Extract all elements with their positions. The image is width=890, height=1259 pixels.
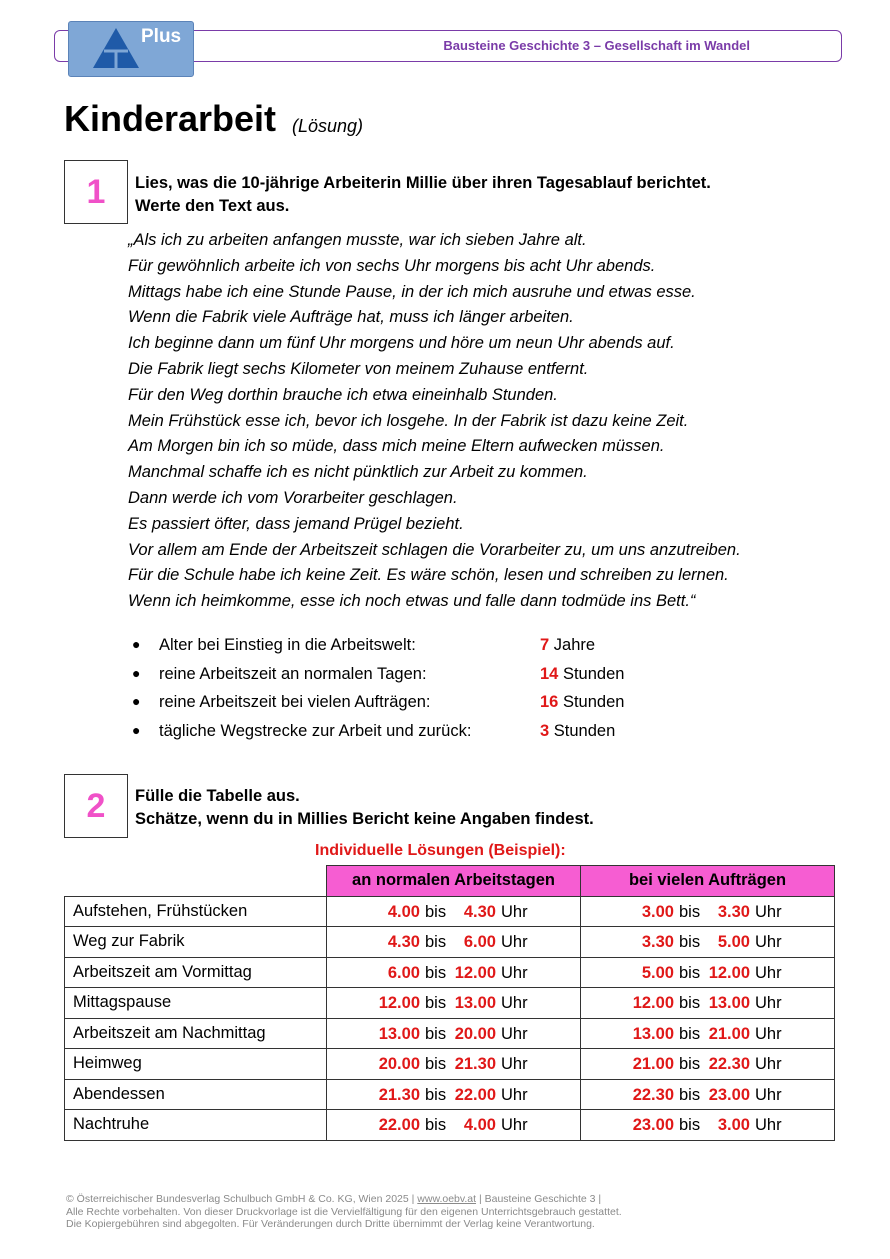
task-2-instruction-line: Schätze, wenn du in Millies Bericht keine Angaben findest. [135,810,594,828]
uhr-label: Uhr [501,963,528,982]
footer [66,1193,622,1231]
uhr-label: Uhr [755,994,782,1012]
bis-label: bis [679,994,701,1012]
uhr-label: Uhr [755,1055,782,1073]
bis-label: bis [425,1055,447,1073]
time-range-busy [581,1018,835,1049]
fact-unit: Stunden [553,721,616,740]
activity-label: Mittagspause [65,988,327,1019]
fact-number: 3 [540,721,550,740]
task-1-number: 1 [64,160,128,224]
activity-label: Nachtruhe [65,1110,327,1141]
quote-line: Mein Frühstück esse ich, bevor ich losgehe. In der Fabrik ist dazu keine Zeit. [128,411,689,430]
start-time: 12.00 [378,994,420,1012]
task-2-instruction-line: Fülle die Tabelle aus. [135,787,300,805]
task-1-instruction [135,172,711,218]
bis-label: bis [425,1085,447,1104]
bis-label: bis [679,933,701,951]
end-time: 22.00 [454,1085,496,1104]
start-time: 13.00 [632,1024,674,1043]
bullet-icon: ● [132,721,141,738]
fact-value [540,665,624,684]
end-time: 21.30 [454,1055,496,1073]
column-header-normal: an normalen Arbeitstagen [327,866,581,897]
fact-unit: Stunden [562,693,625,711]
end-time: 3.30 [717,902,750,921]
millie-quote [128,228,741,615]
start-time: 22.30 [632,1085,674,1104]
time-range-normal [327,927,581,958]
uhr-label: Uhr [755,1116,782,1134]
task-2-instruction [135,785,594,831]
start-time: 21.00 [632,1055,674,1073]
task-1-instruction-line: Lies, was die 10-jährige Arbeiterin Millie über ihren Tagesablauf berichtet. [135,174,711,192]
start-time: 21.30 [378,1085,420,1104]
end-time: 3.00 [717,1116,750,1134]
start-time: 4.00 [387,902,420,921]
task-1-instruction-line: Werte den Text aus. [135,197,290,215]
bis-label: bis [679,963,701,982]
end-time: 21.00 [708,1024,750,1043]
activity-label: Weg zur Fabrik [65,927,327,958]
end-time: 12.00 [708,963,750,982]
uhr-label: Uhr [755,933,782,951]
start-time: 6.00 [387,963,420,982]
end-time: 12.00 [454,963,496,982]
page-title: Kinderarbeit [64,98,277,139]
bullet-icon: ● [132,693,141,709]
fact-unit: Stunden [562,664,625,683]
quote-line: Für die Schule habe ich keine Zeit. Es wäre schön, lesen und schreiben zu lernen. [128,566,729,585]
bis-label: bis [425,994,447,1012]
end-time: 4.30 [463,902,496,921]
start-time: 5.00 [641,963,674,982]
fact-value [540,693,624,712]
bis-label: bis [425,902,447,921]
time-range-busy [581,896,835,927]
header-title: Bausteine Geschichte 3 – Gesellschaft im Wandel [443,38,750,53]
end-time: 5.00 [717,933,750,951]
time-range-normal [327,1049,581,1080]
quote-line: Vor allem am Ende der Arbeitszeit schlagen die Vorarbeiter zu, um uns anzutreiben. [128,540,741,559]
uhr-label: Uhr [501,1024,528,1043]
time-range-normal [327,1018,581,1049]
table-row [65,1018,835,1049]
quote-line: Für gewöhnlich arbeite ich von sechs Uhr morgens bis acht Uhr abends. [128,256,656,275]
publisher-link[interactable]: www.oebv.at [417,1193,477,1205]
table-row [65,1079,835,1110]
bis-label: bis [679,1024,701,1043]
table-row [65,988,835,1019]
bis-label: bis [679,902,701,921]
time-range-normal [327,1079,581,1110]
end-time: 13.00 [708,994,750,1012]
quote-line: Für den Weg dorthin brauche ich etwa eineinhalb Stunden. [128,385,558,404]
uhr-label: Uhr [755,1024,782,1043]
time-range-busy [581,1079,835,1110]
logo-text: Plus [141,26,182,47]
time-range-normal [327,988,581,1019]
activity-label: Aufstehen, Frühstücken [65,896,327,927]
daily-schedule-table [64,865,835,1141]
uhr-label: Uhr [501,933,528,951]
time-range-normal [327,1110,581,1141]
bis-label: bis [679,1085,701,1104]
end-time: 23.00 [708,1085,750,1104]
time-range-busy [581,927,835,958]
table-heading: Individuelle Lösungen (Beispiel): [315,842,566,859]
fact-number: 7 [540,636,550,654]
uhr-label: Uhr [755,902,782,921]
footer-book: | Bausteine Geschichte 3 | [476,1193,602,1205]
quote-line: Es passiert öfter, dass jemand Prügel bezieht. [128,514,464,533]
table-header-row [65,866,835,897]
bis-label: bis [679,1116,701,1134]
quote-line: Wenn ich heimkomme, esse ich noch etwas und falle dann todmüde ins Bett.“ [128,592,696,611]
footer-line [66,1193,622,1206]
fact-unit: Jahre [553,636,596,654]
empty-header-cell [65,866,327,897]
activity-label: Abendessen [65,1079,327,1110]
end-time: 20.00 [454,1024,496,1043]
end-time: 22.30 [708,1055,750,1073]
table-row [65,927,835,958]
triangle-logo-icon [91,26,141,70]
start-time: 3.30 [641,933,674,951]
start-time: 20.00 [378,1055,420,1073]
end-time: 4.00 [463,1116,496,1134]
uhr-label: Uhr [501,1055,528,1073]
quote-line: Ich beginne dann um fünf Uhr morgens und höre um neun Uhr abends auf. [128,334,675,353]
time-range-busy [581,1049,835,1080]
start-time: 22.00 [378,1116,420,1134]
footer-line: Alle Rechte vorbehalten. Von dieser Druckvorlage ist die Vervielfältigung für den eigenen Unterrichtsgebrauch gestattet. [66,1205,622,1218]
bullet-icon: ● [132,636,141,652]
plus-logo [68,21,194,77]
start-time: 13.00 [378,1024,420,1043]
time-range-busy [581,957,835,988]
uhr-label: Uhr [755,963,782,982]
end-time: 6.00 [463,933,496,951]
table-row [65,896,835,927]
quote-line: Dann werde ich vom Vorarbeiter geschlagen. [128,488,458,507]
fact-value [540,636,595,655]
start-time: 4.30 [387,933,420,951]
quote-line: „Als ich zu arbeiten anfangen musste, war ich sieben Jahre alt. [128,231,587,249]
table-row [65,1049,835,1080]
time-range-normal [327,896,581,927]
bis-label: bis [425,933,447,951]
bis-label: bis [425,1024,447,1043]
activity-label: Arbeitszeit am Vormittag [65,957,327,988]
activity-label: Arbeitszeit am Nachmittag [65,1018,327,1049]
activity-label: Heimweg [65,1049,327,1080]
bullet-icon: ● [132,664,141,681]
table-row [65,957,835,988]
quote-line: Am Morgen bin ich so müde, dass mich meine Eltern aufwecken müssen. [128,437,665,456]
footer-copyright: © Österreichischer Bundesverlag Schulbuch GmbH & Co. KG, Wien 2025 | [66,1193,418,1205]
quote-line: Manchmal schaffe ich es nicht pünktlich zur Arbeit zu kommen. [128,463,588,482]
table-row [65,1110,835,1141]
end-time: 13.00 [454,994,496,1012]
time-range-normal [327,957,581,988]
bis-label: bis [425,963,447,982]
column-header-busy: bei vielen Aufträgen [581,866,835,897]
fact-value [540,722,615,741]
bis-label: bis [425,1116,447,1134]
bis-label: bis [679,1055,701,1073]
fact-label: reine Arbeitszeit an normalen Tagen: [159,664,427,683]
uhr-label: Uhr [501,994,528,1012]
time-range-busy [581,1110,835,1141]
uhr-label: Uhr [755,1085,782,1104]
fact-number: 14 [540,664,559,683]
quote-line: Die Fabrik liegt sechs Kilometer von meinem Zuhause entfernt. [128,359,589,378]
start-time: 12.00 [632,994,674,1012]
fact-label: reine Arbeitszeit bei vielen Aufträgen: [159,693,431,711]
page-subtitle: (Lösung) [292,116,364,136]
time-range-busy [581,988,835,1019]
start-time: 23.00 [632,1116,674,1134]
footer-line: Die Kopiergebühren sind abgegolten. Für Veränderungen durch Dritte übernimmt der Verlag keine Verantwortung. [66,1218,595,1230]
start-time: 3.00 [641,902,674,921]
fact-number: 16 [540,693,559,711]
uhr-label: Uhr [501,1085,528,1104]
fact-label: Alter bei Einstieg in die Arbeitswelt: [159,636,416,654]
quote-line: Mittags habe ich eine Stunde Pause, in der ich mich ausruhe und etwas esse. [128,282,696,301]
fact-label: tägliche Wegstrecke zur Arbeit und zurück: [159,721,472,740]
quote-line: Wenn die Fabrik viele Aufträge hat, muss ich länger arbeiten. [128,308,574,327]
task-2-number: 2 [64,774,128,838]
uhr-label: Uhr [501,1116,528,1134]
uhr-label: Uhr [501,902,528,921]
